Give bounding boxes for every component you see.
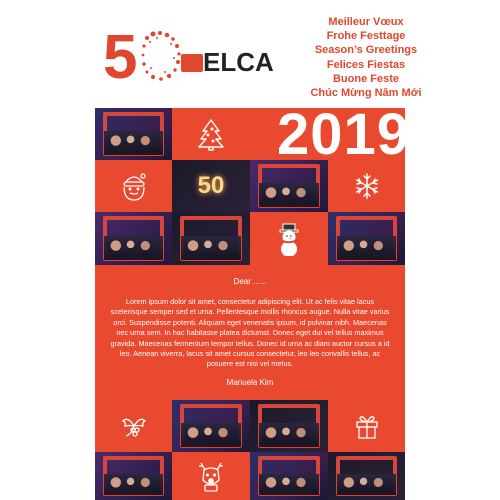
photo-tile (328, 212, 405, 265)
greeting-it: Buone Feste (332, 72, 399, 85)
logo-zero-ring (141, 30, 181, 84)
snowflake-icon (353, 172, 381, 200)
tile-reindeer (172, 452, 250, 500)
elca-50-logo (103, 22, 274, 94)
logo-word: ELCA (203, 47, 274, 77)
logo-badge (181, 54, 203, 72)
header (0, 0, 500, 108)
tile-santa (95, 160, 172, 212)
sparkler-number: 50 (197, 172, 225, 199)
tile-tree (172, 108, 250, 160)
photo-tile (250, 452, 328, 500)
greetings-list (276, 15, 456, 100)
letter-signature: Manuela Kim (226, 378, 274, 387)
photo-tile (95, 452, 172, 500)
greeting-vi: Chúc Mừng Năm Mới (310, 87, 422, 100)
greeting-en: Season’s Greetings (314, 44, 418, 57)
photo-tile (95, 212, 172, 265)
tile-gift (328, 400, 405, 452)
greeting-fr: Meilleur Vœux (328, 16, 404, 28)
santa-icon (120, 171, 148, 201)
photo-tile (250, 400, 328, 452)
year-heading: 2019 (276, 102, 410, 167)
tile-snowflake (328, 160, 405, 212)
photo-tile (95, 108, 172, 160)
photo-collage-bottom (95, 400, 405, 500)
holly-icon (120, 412, 148, 440)
letter-salutation: Dear ...... (233, 277, 267, 286)
snowman-icon (275, 222, 303, 256)
tile-snowman (250, 212, 328, 265)
photo-tile (328, 452, 405, 500)
gift-icon (353, 412, 381, 440)
greeting-de: Frohe Festtage (326, 30, 406, 43)
photo-tile (172, 400, 250, 452)
logo-number: 5 (103, 23, 138, 92)
letter-panel (95, 265, 405, 400)
letter-body: Lorem ipsum dolor sit amet, consectetur adipiscing elit. Ut ac felis vitae lacus scelerisque semper sed et urna. Pellentesque mollis rhoncus augue. Nulla vitae varius orci. Suspendisse potenti. Aliquam eget venenatis ipsum, id pulvinar nibh. Maecenas nec urna sem. In hac habitasse platea dictumst. Donec eget dui vel tellus maximus gravida. Maecenas fermentum tempor tellus. Donec id urna ac diam auctor cursus a id leo. Aenean viverra, lacus sit amet cursus consectetur, leo leo convallis tellus, ac posuere est nisi vel metus. (110, 297, 390, 369)
greeting-es: Felices Fiestas (326, 58, 406, 71)
reindeer-icon (196, 460, 226, 492)
tile-holly (95, 400, 172, 452)
photo-tile (172, 212, 250, 265)
photo-tile-sparkler (172, 160, 250, 212)
photo-tile (250, 160, 328, 212)
christmas-tree-icon (198, 117, 224, 151)
